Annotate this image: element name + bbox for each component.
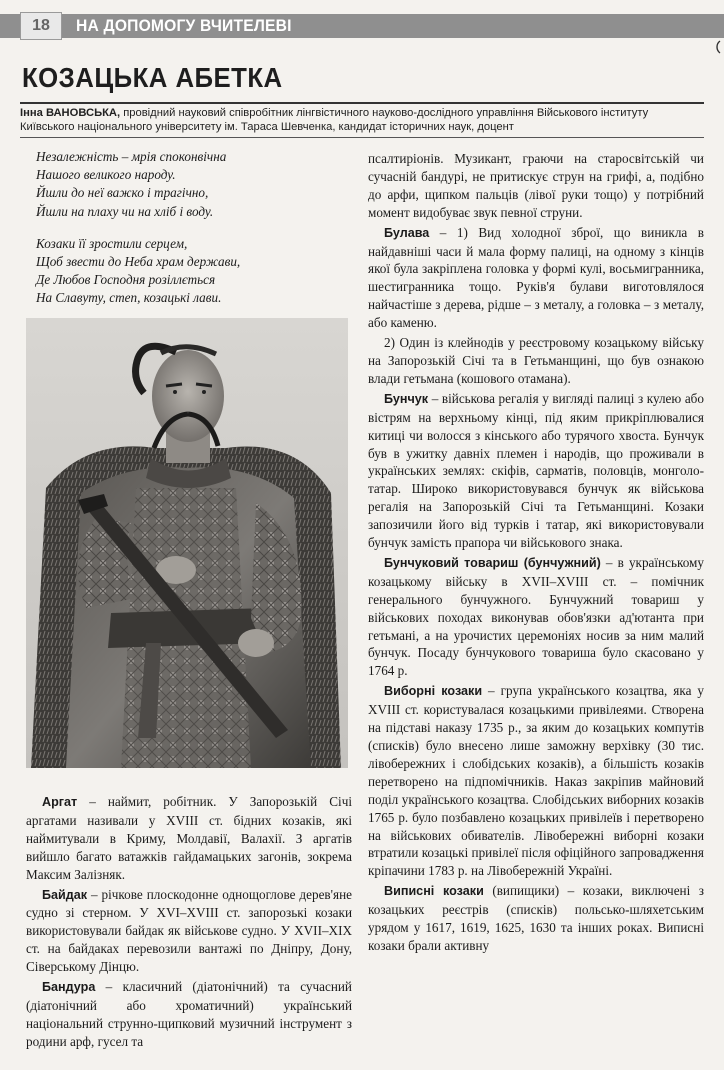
glossary-term: Булава <box>384 225 430 240</box>
author-credit <box>20 106 710 134</box>
section-title: НА ДОПОМОГУ ВЧИТЕЛЕВІ <box>76 16 292 35</box>
cossack-portrait-illustration <box>26 318 348 768</box>
glossary-definition: – військова регалія у вигляді палиці з кулею або вістрям на верхньому кінці, під яким прикріплювалися китиці чи волосся з кінського або турячого хвоста. Бунчук був в ужитку давніх племен і народів, що проживали в українських землях: скіфів, сарматів, половців, монголо-татар. Широко використовувався бунчук як військова регалія на Запорозькій Січі та Гетьманщині. Козаки запозичили його від турків і татар, які використовували бунчук замість прапора чи військового знака. <box>368 390 704 551</box>
glossary-definition: – в українському козацькому війську в XVII–XVIII ст. – помічник генерального бунчужного. Бунчужний товариш у військових походах виконував обов'язки ад'ютанта при гетьмані, а на урочистих церемоніях носив за ним малий бунчук. Посаду бунчукового товариша було скасовано у 1764 р. <box>368 554 704 679</box>
poem-line: Незалежність – мрія споконвічна <box>36 149 227 164</box>
poem-line: На Славуту, степ, козацькі лави. <box>36 290 222 306</box>
left-text-column <box>26 793 352 1053</box>
glossary-entry <box>368 150 704 222</box>
author-line-1: провідний науковий співробітник лінгвістичного науково-дослідного управління Військового інституту <box>120 107 649 119</box>
poem-stanza-1 <box>36 148 356 221</box>
glossary-term: Виписні козаки <box>384 884 484 899</box>
glossary-entry <box>368 882 704 955</box>
glossary-definition: – класичний (діатонічний) та сучасний (діатонічний або хроматичний) український національний струнно-щипковий музичний інструмент з родини арф, гусел та <box>26 979 352 1049</box>
glossary-definition: – річкове плоскодонне однощоглове дерев'яне судно зі стерном. У XVI–XVIII ст. запорозькі козаки використовували байдак як військове судно. У XVII–XIX ст. на байдаках перевозили вантажі по Дніпру, Дону, Сіверському Дінцю. <box>26 886 352 975</box>
right-text-column <box>368 150 704 957</box>
glossary-term: Бунчук <box>384 391 429 406</box>
page-edge-mark <box>714 40 722 54</box>
glossary-entry <box>26 793 352 884</box>
glossary-term: Бандура <box>42 980 96 995</box>
poem-line: Козаки її зростили серцем, <box>36 235 188 251</box>
glossary-entry <box>368 554 704 680</box>
glossary-definition: (випищики) – козаки, виключені з козацьких реєстрів (списків) польсько-шляхетським урядом у 1617, 1619, 1625, 1630 та інших роках. Виписні козаки брали активну <box>368 883 704 953</box>
author-line-2: Київського національного університету ім. Тараса Шевченка, кандидат історичних наук, доцент <box>20 121 514 133</box>
glossary-entry <box>26 886 352 977</box>
glossary-definition: – наймит, робітник. У Запорозькій Січі аргатами називали у XVIII ст. бідних козаків, які наймитували в Криму, Молдавії, Валахії. З аргатів вийшло багато ватажків гайдамацьких загонів, зокрема Максим Залізняк. <box>26 794 352 882</box>
poem-line: Йшли на плаху чи на хліб і воду. <box>36 203 214 219</box>
poem-line: Де Любов Господня розіллється <box>36 272 216 288</box>
author-name: Інна ВАНОВСЬКА, <box>20 107 121 119</box>
poem-line: Йшли до неї важко і трагічно, <box>36 185 209 201</box>
epigraph-poem <box>36 148 356 322</box>
title-rule <box>20 102 704 104</box>
page-number: 18 <box>20 12 62 40</box>
poem-line: Нашого великого народу. <box>36 167 176 183</box>
glossary-term: Бунчуковий товариш (бунчужний) <box>384 555 601 570</box>
glossary-term: Аргат <box>42 795 78 809</box>
glossary-entry <box>368 390 704 552</box>
author-rule <box>20 137 704 138</box>
glossary-definition: – 1) Вид холодної зброї, що виникла в найдавніші часи й мала форму палиці, на одному з кінців якої була закріплена головка у формі кулі, восьмигранника, шестигранника тощо. Руків'я булави виготовлялося найчастіше з дерева, рідше – з металу, а головка – з металу, або каменю. <box>368 224 704 331</box>
glossary-term: Байдак <box>42 887 88 902</box>
glossary-entry <box>26 978 352 1051</box>
article-title: КОЗАЦЬКА АБЕТКА <box>22 62 283 93</box>
glossary-term: Виборні козаки <box>384 684 483 699</box>
glossary-definition: – група українського козацтва, яка у XVIII ст. користувалася козацькими привілеями. Створена на підставі наказу 1735 р., за яким до козацьких компутів (списків) було внесено лише заможну верхівку (30 тис. лівобережних і слобідських козаків), а більшість козаків перетворено на підпомічників. Наказ закріпив майновий поділ українського козацтва. Слобідських виборних козаків 1765 р. було позбавлено козацьких привілеїв і перетворено на військових обивателів. Лівобережні виборні козаки втратили козацькі привілеї після офіційного запровадження кріпачини 1783 р. на Лівобережній Україні. <box>368 683 704 879</box>
glossary-entry <box>368 334 704 388</box>
poem-stanza-2 <box>36 235 356 308</box>
glossary-entry <box>368 224 704 332</box>
glossary-definition: 2) Один із клейнодів у реєстровому козацькому війську на Запорозькій Січі та в Гетьманщині, що був ознакою влади гетьмана (кошового отамана). <box>368 335 704 386</box>
poem-line: Щоб звести до Неба храм держави, <box>36 254 241 270</box>
glossary-entry <box>368 682 704 880</box>
glossary-definition: псалтиріонів. Музикант, граючи на старосвітській чи сучасній бандурі, не притискує струн на грифі, а, подібно до арфи, щипком пальців (лівої руки тощо) у потрібний момент видобуває звук певної струни. <box>368 151 704 220</box>
